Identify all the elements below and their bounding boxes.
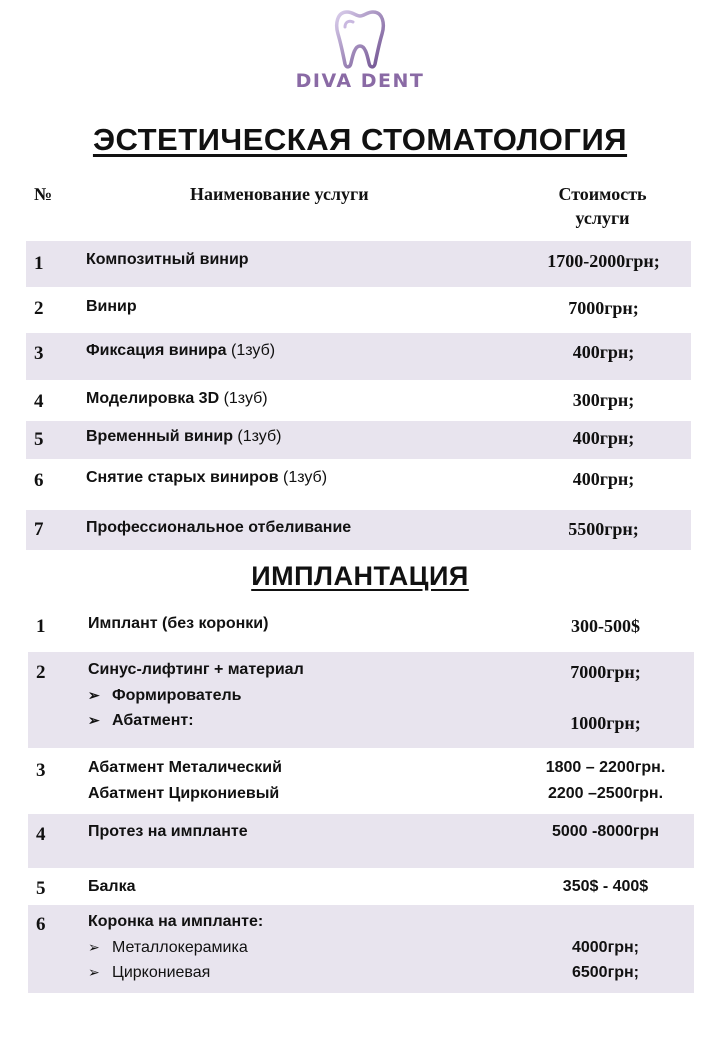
- service-name-text: Фиксация винира: [86, 342, 232, 359]
- service-price: 2200 –2500грн.: [547, 785, 664, 802]
- service-price: 1000грн;: [570, 713, 641, 733]
- service-price: 400грн;: [572, 469, 635, 489]
- row-number: 2: [36, 662, 46, 683]
- service-note: (1зуб): [282, 469, 328, 486]
- sub-item-text: Абатмент:: [112, 712, 194, 729]
- arrow-bullet-icon: ➢: [88, 712, 100, 728]
- service-price: 400грн;: [572, 428, 635, 448]
- tooth-icon: [333, 8, 387, 70]
- table-row: [28, 814, 694, 868]
- service-name: Имплант (без коронки): [88, 615, 269, 632]
- section-title-implant: ИМПЛАНТАЦИЯ: [251, 561, 469, 591]
- arrow-bullet-icon: ➢: [88, 939, 100, 955]
- table-row: [28, 652, 694, 748]
- arrow-bullet-icon: ➢: [88, 687, 100, 703]
- service-price: 1800 – 2200грн.: [545, 759, 666, 776]
- sub-item-text: Металлокерамика: [112, 939, 248, 956]
- sub-item-text: Формирователь: [112, 687, 242, 704]
- service-note: (1зуб): [223, 390, 268, 407]
- service-note: (1зуб): [231, 342, 276, 359]
- row-number: 3: [34, 343, 44, 364]
- header-number: №: [34, 184, 53, 204]
- service-price: 7000грн;: [570, 662, 641, 682]
- service-name: Протез на импланте: [88, 823, 248, 840]
- table-row: [26, 290, 691, 330]
- table-row: [26, 461, 691, 507]
- service-price: 300-500$: [571, 616, 640, 636]
- header-price-line1: Стоимость: [558, 184, 647, 204]
- table-row: [26, 241, 691, 287]
- service-price: 6500грн;: [571, 964, 640, 981]
- service-name: Композитный винир: [86, 251, 249, 268]
- service-name: Абатмент Циркониевый: [88, 785, 280, 802]
- service-name: Винир: [86, 298, 137, 315]
- row-number: 2: [34, 298, 44, 319]
- service-price: 4000грн;: [571, 939, 640, 956]
- service-name: Абатмент Металический: [88, 759, 282, 776]
- row-number: 6: [36, 914, 46, 935]
- table-row: [26, 333, 691, 380]
- brand-name: DIVA DENT: [295, 70, 425, 92]
- header-service-name: Наименование услуги: [190, 184, 369, 204]
- service-price: 300грн;: [572, 390, 635, 410]
- row-number: 5: [36, 878, 46, 899]
- service-price: 350$ - 400$: [562, 878, 649, 895]
- row-number: 5: [34, 429, 44, 450]
- table-row: [28, 870, 694, 904]
- service-price: 1700-2000грн;: [547, 251, 660, 271]
- table-row: [26, 510, 691, 550]
- sub-item-text: Циркониевая: [112, 964, 211, 981]
- row-number: 3: [36, 760, 46, 781]
- service-name: Синус-лифтинг + материал: [88, 661, 304, 678]
- service-name-text: Моделировка 3D: [86, 390, 224, 407]
- sub-item: [88, 712, 194, 730]
- row-number: 4: [36, 824, 46, 845]
- service-name: Балка: [88, 878, 136, 895]
- service-price: 5000 -8000грн: [551, 823, 660, 840]
- service-name: [86, 342, 275, 360]
- row-number: 4: [34, 391, 44, 412]
- table-row: [26, 421, 691, 459]
- row-number: 1: [36, 616, 46, 637]
- service-name: Коронка на импланте:: [88, 913, 264, 930]
- arrow-bullet-icon: ➢: [88, 964, 100, 980]
- sub-item: [88, 687, 241, 705]
- service-price: 7000грн;: [568, 298, 639, 318]
- sub-item: [88, 964, 210, 982]
- row-number: 6: [34, 470, 44, 491]
- section-title-aesthetic: ЭСТЕТИЧЕСКАЯ СТОМАТОЛОГИЯ: [92, 122, 628, 157]
- row-number: 1: [34, 253, 44, 274]
- table-row: [28, 606, 694, 648]
- service-name: [86, 469, 327, 487]
- service-price: 5500грн;: [568, 519, 639, 539]
- header-price: [520, 184, 685, 229]
- service-name-text: Временный винир: [86, 428, 238, 445]
- service-name: [86, 390, 268, 408]
- table-row: [28, 905, 694, 993]
- service-name: Профессиональное отбеливание: [86, 519, 352, 536]
- service-note: (1зуб): [237, 428, 282, 445]
- table-row: [26, 381, 691, 419]
- table-row: [28, 750, 694, 812]
- logo: [0, 8, 720, 93]
- service-price: 400грн;: [572, 342, 635, 362]
- header-price-line2: услуги: [575, 208, 630, 228]
- service-name: [86, 428, 281, 446]
- service-name-text: Снятие старых виниров: [86, 469, 283, 486]
- sub-item: [88, 939, 248, 957]
- row-number: 7: [34, 519, 44, 540]
